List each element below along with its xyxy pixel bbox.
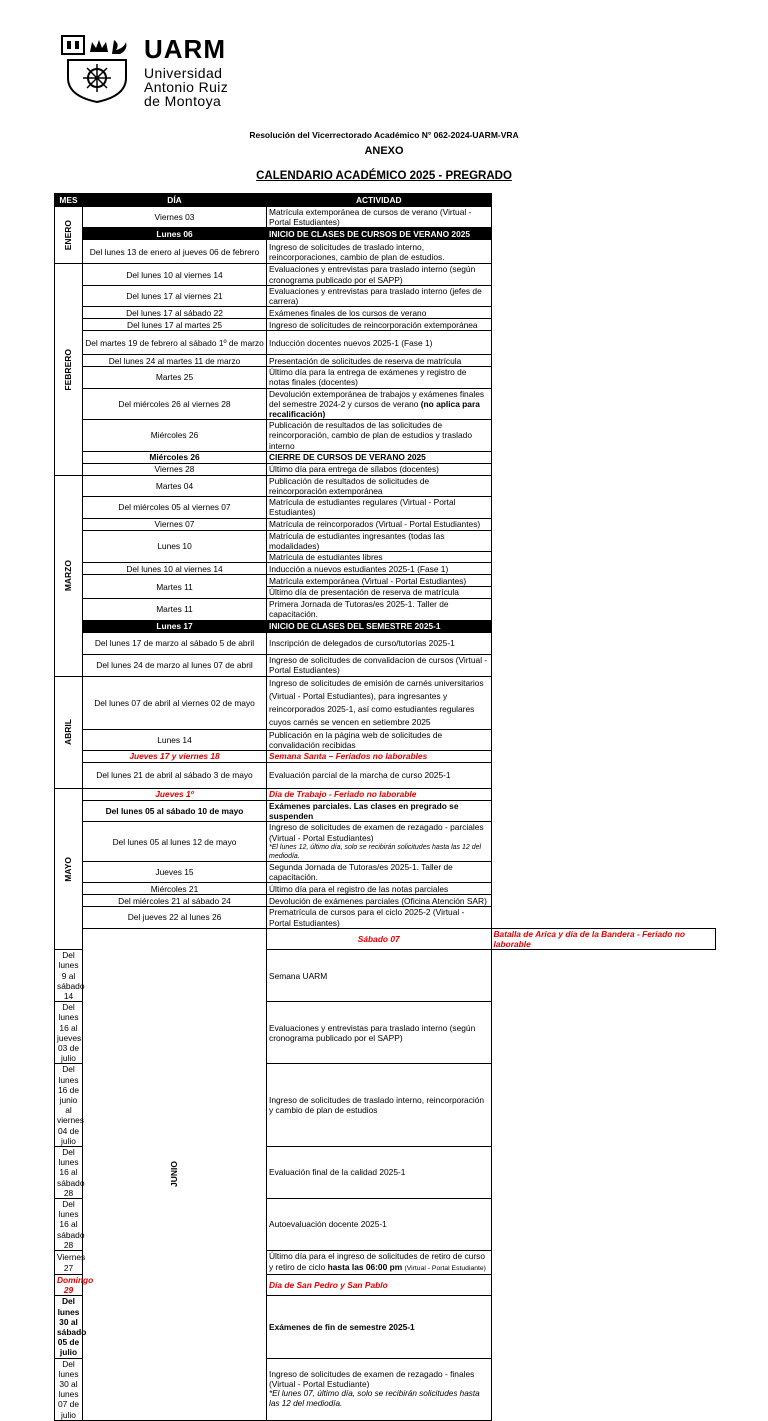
table-row xyxy=(55,285,716,306)
day-cell: Martes 25 xyxy=(83,367,267,388)
col-mes-header: MES xyxy=(55,194,83,207)
day-cell: Del miércoles 05 al viernes 07 xyxy=(83,497,267,518)
activity-cell xyxy=(267,530,492,563)
activity-cell: Publicación en la página web de solicitudes de convalidación recibidas xyxy=(267,729,492,750)
activity-cell: Evaluaciones y entrevistas para traslado interno (según cronograma publicado por el SAPP) xyxy=(267,264,492,285)
activity-cell: Evaluación final de la calidad 2025-1 xyxy=(267,1146,492,1198)
month-label: ENERO xyxy=(63,220,74,251)
day-cell: Del lunes 17 al martes 25 xyxy=(83,319,267,331)
table-row xyxy=(55,654,716,676)
day-cell: Domingo 29 xyxy=(55,1275,83,1296)
activity-cell: Exámenes finales de los cursos de verano xyxy=(267,307,492,319)
day-cell: Lunes 10 xyxy=(83,530,267,563)
month-cell-abril xyxy=(55,676,83,788)
activity-cell: Exámenes de fin de semestre 2025-1 xyxy=(267,1296,492,1358)
activity-cell: Día de San Pedro y San Pablo xyxy=(267,1275,492,1296)
activity-text: Matrícula de estudiantes ingresantes (todas las modalidades) xyxy=(267,531,491,552)
activity-cell: Último día para el registro de las notas parciales xyxy=(267,883,492,895)
table-row xyxy=(55,822,716,861)
day-cell: Lunes 17 xyxy=(83,620,267,632)
activity-cell: Presentación de solicitudes de reserva de matrícula xyxy=(267,355,492,367)
day-cell: Del lunes 24 de marzo al lunes 07 de abril xyxy=(83,654,267,676)
activity-cell: Publicación de resultados de solicitudes de reincorporación extemporánea xyxy=(267,475,492,496)
activity-cell: Evaluación parcial de la marcha de curso 2025-1 xyxy=(267,763,492,789)
activity-note: *El lunes 07, último día, solo se recibirán solicitudes hasta las 12 del mediodía. xyxy=(269,1389,480,1409)
activity-cell xyxy=(267,822,492,861)
activity-bold-text: hasta las 06:00 pm xyxy=(327,1261,403,1272)
month-cell-junio xyxy=(83,928,267,1420)
month-cell-mayo xyxy=(55,789,83,950)
activity-text: Ingreso de solicitudes de examen de rezagado - parciales (Virtual - Portal Estudiantes) xyxy=(269,822,484,843)
day-cell: Miércoles 21 xyxy=(83,883,267,895)
day-cell: Del martes 19 de febrero al sábado 1º de marzo xyxy=(83,331,267,355)
activity-cell: Día de Trabajo - Feriado no laborable xyxy=(267,789,492,801)
month-label: MARZO xyxy=(63,560,74,592)
activity-cell: Ingreso de solicitudes de emisión de carnés universitarios (Virtual - Portal Estudiantes), para ingresantes y reincorporados 2025-1, así como estudiantes regulares cuyos carnés se vencen en setiembre 2025 xyxy=(267,676,492,729)
activity-cell: Batalla de Arica y día de la Bandera - Feriado no laborable xyxy=(491,928,716,949)
activity-cell: INICIO DE CLASES DEL SEMESTRE 2025-1 xyxy=(267,620,492,632)
month-cell-enero xyxy=(55,207,83,264)
table-row xyxy=(55,895,716,907)
activity-text: Devolución extemporánea de trabajos y exámenes finales del semestre 2024-2 y cursos de verano xyxy=(269,388,485,409)
table-row xyxy=(55,367,716,388)
month-label: FEBRERO xyxy=(63,348,74,391)
day-cell: Del lunes 9 al sábado 14 xyxy=(55,950,83,1002)
activity-cell: Publicación de resultados de las solicitudes de reincorporación, cambio de plan de estudios y traslado interno xyxy=(267,420,492,452)
activity-text-2: Matrícula de estudiantes libres xyxy=(269,552,383,563)
uarm-shield-icon xyxy=(62,36,132,102)
day-cell: Del lunes 24 al martes 11 de marzo xyxy=(83,355,267,367)
table-row xyxy=(55,228,716,240)
day-cell: Miércoles 26 xyxy=(83,420,267,452)
activity-small-text: (Virtual - Portal Estudiante) xyxy=(404,1264,486,1272)
day-cell: Sábado 07 xyxy=(267,928,492,949)
table-row xyxy=(55,729,716,750)
activity-cell: INICIO DE CLASES DE CURSOS DE VERANO 2025 xyxy=(267,228,492,240)
activity-cell: Exámenes parciales. Las clases en pregrado se suspenden xyxy=(267,801,492,822)
table-row xyxy=(55,789,716,801)
table-row xyxy=(55,463,716,475)
month-label: ABRIL xyxy=(63,719,74,746)
activity-cell: Ingreso de solicitudes de convalidacion de cursos (Virtual - Portal Estudiantes) xyxy=(267,654,492,676)
calendar-table xyxy=(54,193,716,1421)
activity-cell: Evaluaciones y entrevistas para traslado interno (según cronograma publicado por el SAPP) xyxy=(267,1002,492,1064)
day-cell: Viernes 27 xyxy=(55,1251,83,1275)
calendar-title: CALENDARIO ACADÉMICO 2025 - PREGRADO xyxy=(256,170,512,182)
activity-cell: CIERRE DE CURSOS DE VERANO 2025 xyxy=(267,451,492,463)
table-row xyxy=(55,319,716,331)
day-cell: Del lunes 05 al sábado 10 de mayo xyxy=(83,801,267,822)
activity-cell: Inducción docentes nuevos 2025-1 (Fase 1) xyxy=(267,331,492,355)
logo-university-name: Universidad Antonio Ruiz de Montoya xyxy=(144,65,229,109)
day-cell: Lunes 14 xyxy=(83,729,267,750)
day-cell: Del lunes 07 de abril al viernes 02 de mayo xyxy=(83,676,267,729)
table-row xyxy=(55,676,716,729)
table-row xyxy=(55,907,716,928)
table-row xyxy=(55,264,716,285)
day-cell: Del lunes 13 de enero al jueves 06 de febrero xyxy=(83,240,267,264)
day-cell: Del lunes 30 al lunes 07 de julio xyxy=(55,1358,83,1420)
activity-cell: Evaluaciones y entrevistas para traslado interno (jefes de carrera) xyxy=(267,285,492,306)
table-row xyxy=(55,355,716,367)
table-row xyxy=(55,518,716,530)
activity-cell xyxy=(267,1251,492,1275)
day-cell: Del lunes 05 al lunes 12 de mayo xyxy=(83,822,267,861)
activity-cell: Último día para entrega de sílabos (docentes) xyxy=(267,463,492,475)
table-row xyxy=(55,307,716,319)
activity-bold-text: (no aplica para recalificación) xyxy=(269,398,480,420)
activity-cell: Autoevaluación docente 2025-1 xyxy=(267,1198,492,1250)
activity-cell xyxy=(267,388,492,420)
col-actividad-header: ACTIVIDAD xyxy=(267,194,492,207)
table-row xyxy=(55,928,716,949)
activity-text: Ingreso de solicitudes de examen de rezagado - finales (Virtual - Portal Estudiante) xyxy=(269,1368,475,1390)
table-row xyxy=(55,763,716,789)
activity-cell xyxy=(267,575,492,599)
day-cell: Del miércoles 26 al viernes 28 xyxy=(83,388,267,420)
day-cell: Del lunes 17 al sábado 22 xyxy=(83,307,267,319)
day-cell: Jueves 17 y viernes 18 xyxy=(83,751,267,763)
table-row xyxy=(55,620,716,632)
day-cell: Viernes 03 xyxy=(83,207,267,228)
table-row xyxy=(55,861,716,882)
table-row xyxy=(55,207,716,228)
activity-cell: Ingreso de solicitudes de traslado interno, reincorporaciones, cambio de plan de estudios. xyxy=(267,240,492,264)
activity-cell: Matrícula de reincorporados (Virtual - Portal Estudiantes) xyxy=(267,518,492,530)
day-cell: Lunes 06 xyxy=(83,228,267,240)
table-row xyxy=(55,388,716,420)
day-cell: Jueves 15 xyxy=(83,861,267,882)
table-row xyxy=(55,801,716,822)
day-cell: Viernes 07 xyxy=(83,518,267,530)
day-cell: Viernes 28 xyxy=(83,463,267,475)
activity-text: Último día para el ingreso de solicitudes de retiro de curso y retiro de ciclo xyxy=(269,1251,485,1272)
activity-cell: Inducción a nuevos estudiantes 2025-1 (Fase 1) xyxy=(267,563,492,575)
activity-cell: Devolución de exámenes parciales (Oficina Atención SAR) xyxy=(267,895,492,907)
day-cell: Del lunes 16 al sábado 28 xyxy=(55,1146,83,1198)
activity-cell: Inscripción de delegados de curso/tutorías 2025-1 xyxy=(267,632,492,654)
day-cell: Jueves 1º xyxy=(83,789,267,801)
table-row xyxy=(55,575,716,599)
activity-cell: Matrícula de estudiantes regulares (Virtual - Portal Estudiantes) xyxy=(267,497,492,518)
day-cell: Del lunes 17 de marzo al sábado 5 de abril xyxy=(83,632,267,654)
table-row xyxy=(55,240,716,264)
activity-cell: Segunda Jornada de Tutoras/es 2025-1. Taller de capacitación. xyxy=(267,861,492,882)
col-dia-header: DÍA xyxy=(83,194,267,207)
day-cell: Del jueves 22 al lunes 26 xyxy=(83,907,267,928)
table-row xyxy=(55,497,716,518)
month-label: JUNIO xyxy=(169,1161,180,1188)
activity-cell: Semana Santa – Feriados no laborables xyxy=(267,751,492,763)
table-row xyxy=(55,420,716,452)
table-header-row xyxy=(55,194,716,207)
day-cell: Del lunes 16 al jueves 03 de julio xyxy=(55,1002,83,1064)
table-row xyxy=(55,751,716,763)
annex-heading: ANEXO xyxy=(364,145,404,157)
activity-note: *El lunes 12, último día, solo se recibirán solicitudes hasta las 12 del mediodía. xyxy=(269,843,482,860)
resolution-line: Resolución del Vicerrectorado Académico N° 062-2024-UARM-VRA xyxy=(249,130,519,140)
activity-cell: Semana UARM xyxy=(267,950,492,1002)
logo-brand: UARM xyxy=(144,34,226,64)
table-row xyxy=(55,563,716,575)
table-row xyxy=(55,331,716,355)
table-row xyxy=(55,883,716,895)
activity-cell: Último día para la entrega de exámenes y registro de notas finales (docentes) xyxy=(267,367,492,388)
day-cell: Del lunes 16 de junio al viernes 04 de julio xyxy=(55,1064,83,1147)
day-cell: Del miércoles 21 al sábado 24 xyxy=(83,895,267,907)
day-cell: Miércoles 26 xyxy=(83,451,267,463)
day-cell: Del lunes 16 al sábado 28 xyxy=(55,1198,83,1250)
day-cell: Del lunes 17 al viernes 21 xyxy=(83,285,267,306)
table-row xyxy=(55,530,716,563)
day-cell: Del lunes 10 al viernes 14 xyxy=(83,563,267,575)
activity-cell: Ingreso de solicitudes de reincorporación extemporánea xyxy=(267,319,492,331)
table-row xyxy=(55,475,716,496)
activity-cell: Primera Jornada de Tutoras/es 2025-1. Taller de capacitación. xyxy=(267,599,492,620)
activity-text-2: Último día de presentación de reserva de matrícula xyxy=(269,587,459,598)
table-row xyxy=(55,451,716,463)
day-cell: Del lunes 21 de abril al sábado 3 de mayo xyxy=(83,763,267,789)
day-cell: Martes 04 xyxy=(83,475,267,496)
day-cell: Martes 11 xyxy=(83,599,267,620)
activity-cell: Matrícula extemporánea de cursos de verano (Virtual - Portal Estudiantes) xyxy=(267,207,492,228)
activity-cell: Ingreso de solicitudes de traslado interno, reincorporación y cambio de plan de estudios xyxy=(267,1064,492,1147)
day-cell: Martes 11 xyxy=(83,575,267,599)
table-row xyxy=(55,632,716,654)
day-cell: Del lunes 10 al viernes 14 xyxy=(83,264,267,285)
month-cell-febrero xyxy=(55,264,83,475)
month-cell-marzo xyxy=(55,475,83,676)
table-row xyxy=(55,599,716,620)
activity-cell xyxy=(267,1358,492,1420)
uarm-logo xyxy=(62,34,262,109)
activity-text: Matrícula extemporánea (Virtual - Portal Estudiantes) xyxy=(267,576,491,587)
activity-cell: Prematrícula de cursos para el ciclo 2025-2 (Virtual - Portal Estudiantes) xyxy=(267,907,492,928)
month-label: MAYO xyxy=(63,856,74,882)
day-cell: Del lunes 30 al sábado 05 de julio xyxy=(55,1296,83,1358)
